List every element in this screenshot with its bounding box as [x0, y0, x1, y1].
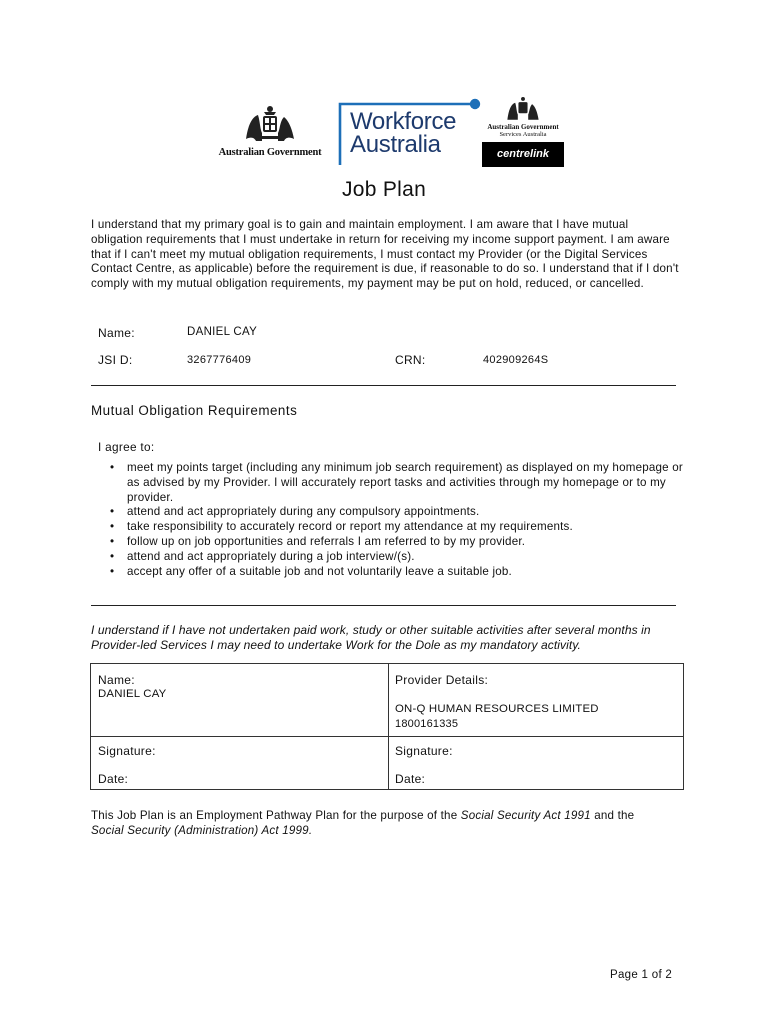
agree-intro: I agree to: — [98, 440, 155, 454]
bullet-icon: • — [110, 461, 115, 474]
list-item — [109, 535, 689, 550]
signature-label-right: Signature: — [395, 744, 453, 758]
provider-details-label: Provider Details: — [395, 673, 489, 687]
footer-act2: Social Security (Administration) Act 1999 — [91, 823, 309, 837]
list-item — [109, 505, 689, 520]
list-item — [109, 520, 689, 535]
list-item — [109, 550, 689, 565]
list-item-text: take responsibility to accurately record or report my attendance at my requirements. — [127, 520, 573, 534]
bullet-icon: • — [110, 549, 115, 563]
bullet-icon: • — [110, 564, 115, 578]
provider-name: ON-Q HUMAN RESOURCES LIMITED — [395, 703, 599, 715]
obligation-list — [109, 461, 689, 579]
workforce-logo-text — [350, 110, 456, 156]
bullet-icon: • — [110, 534, 115, 548]
signature-label-left: Signature: — [98, 744, 156, 758]
services-sub-text: Services Australia — [499, 131, 547, 138]
workforce-logo-line2: Australia — [350, 131, 441, 158]
list-item-text: meet my points target (including any minimum job search requirement) as displayed on my homepage or as advised by my Provider. I will accurately report tasks and activities through my homepage or to my provider. — [127, 461, 683, 504]
gov-logo-text: Australian Government — [218, 147, 322, 158]
coat-of-arms-small-icon — [503, 95, 543, 121]
name-label: Name: — [98, 326, 135, 340]
date-label-right: Date: — [395, 772, 426, 786]
footer-text-before: This Job Plan is an Employment Pathway Plan for the purpose of the — [91, 809, 461, 822]
table-divider-vertical — [388, 664, 389, 789]
footer-text-end: . — [308, 823, 313, 837]
work-for-dole-note: I understand if I have not undertaken paid work, study or other suitable activities after several months in Provider-led Services I may need to undertake Work for the Dole as my mandatory activity. — [91, 623, 651, 652]
services-gov-text: Australian Government — [487, 123, 559, 131]
name-value: DANIEL CAY — [187, 326, 258, 338]
page-number: Page 1 of 2 — [610, 969, 673, 981]
table-divider-horizontal — [91, 736, 683, 737]
intro-paragraph: I understand that my primary goal is to gain and maintain employment. I am aware that I have mutual obligation requirements that I must undertake in return for receiving my income support payment. I am aware that if I can't meet my mutual obligation requirements, I must contact my Provider (or the Digital Services Contact Centre, as applicable) before the requirement is due, if reasonable to do so. I understand that if I don't comply with my mutual obligation requirements, my payment may be put on hold, reduced, or cancelled. — [91, 218, 679, 291]
section-heading: Mutual Obligation Requirements — [91, 403, 298, 418]
services-australia-logo — [482, 95, 564, 169]
jsid-label: JSI D: — [98, 353, 133, 367]
table-name-value: DANIEL CAY — [98, 688, 167, 700]
footer-text-middle: and the — [590, 809, 635, 822]
workforce-logo-line1: Workforce — [350, 108, 457, 135]
crn-label: CRN: — [395, 353, 426, 367]
centrelink-badge: centrelink — [482, 142, 564, 167]
jsid-value: 3267776409 — [187, 354, 252, 366]
list-item-text: attend and act appropriately during any compulsory appointments. — [127, 505, 480, 519]
provider-phone: 1800161335 — [395, 718, 459, 730]
list-item — [109, 565, 689, 580]
coat-of-arms-icon — [240, 103, 300, 143]
list-item-text: attend and act appropriately during a job interview/(s). — [127, 549, 415, 563]
workforce-australia-logo — [334, 97, 484, 167]
divider — [91, 385, 676, 386]
australian-government-logo — [214, 103, 326, 161]
table-name-label: Name: — [98, 673, 135, 687]
bullet-icon: • — [110, 505, 115, 519]
bullet-icon: • — [110, 520, 115, 534]
list-item — [109, 461, 689, 505]
page-title: Job Plan — [341, 178, 427, 201]
list-item-text: accept any offer of a suitable job and not voluntarily leave a suitable job. — [127, 564, 512, 578]
signature-table — [90, 663, 684, 790]
footer-act1: Social Security Act 1991 — [460, 809, 591, 822]
divider — [91, 605, 676, 606]
footer-paragraph — [91, 809, 691, 839]
crn-value: 402909264S — [483, 354, 549, 366]
list-item-text: follow up on job opportunities and referrals I am referred to by my provider. — [127, 534, 526, 548]
date-label-left: Date: — [98, 772, 129, 786]
